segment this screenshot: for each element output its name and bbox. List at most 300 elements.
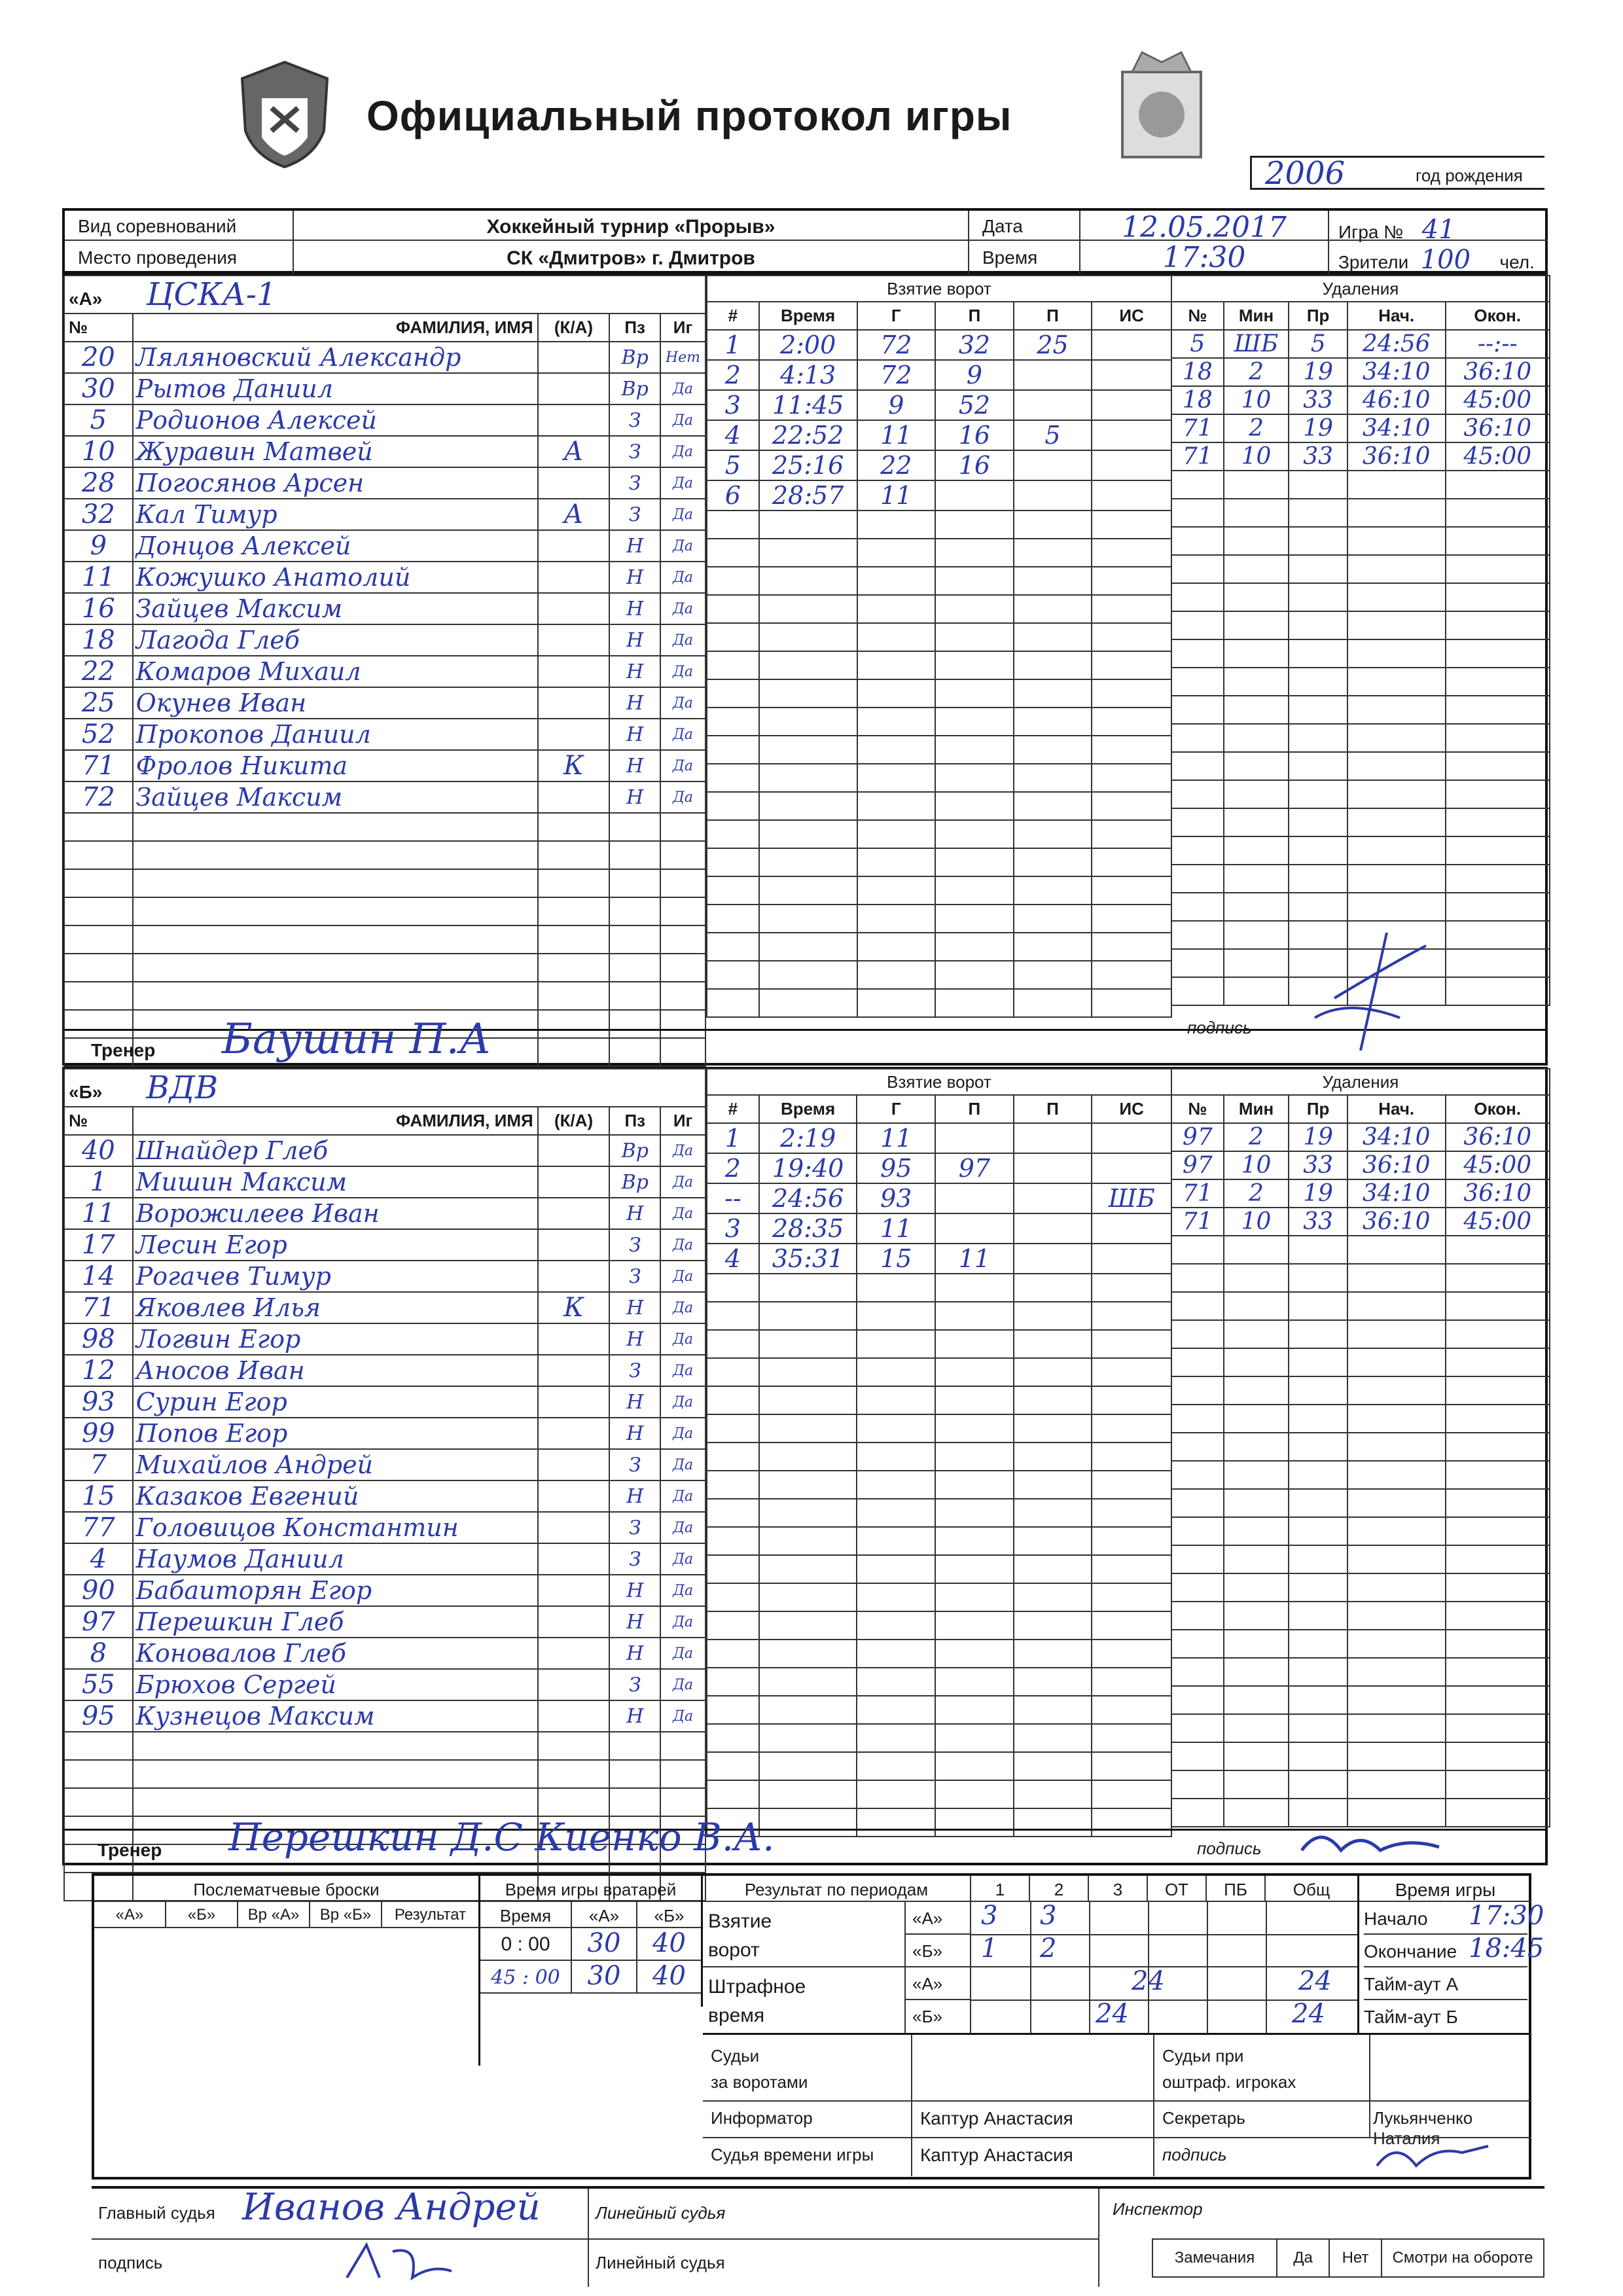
goal-row bbox=[707, 1302, 1171, 1330]
goal-number: 5 bbox=[707, 450, 759, 480]
goal-scorer bbox=[857, 1724, 935, 1752]
goal-number bbox=[707, 623, 759, 651]
player-played: Да bbox=[660, 1512, 705, 1543]
goal-number bbox=[707, 820, 759, 848]
player-name: Зайцев Максим bbox=[133, 781, 538, 813]
player-name bbox=[133, 869, 538, 897]
timekeeper-value: Каптур Анастасия bbox=[912, 2137, 1154, 2176]
player-ka bbox=[538, 467, 610, 499]
col-g-p2: П bbox=[1014, 302, 1092, 330]
goal-time bbox=[759, 1471, 857, 1499]
penalty-player: 71 bbox=[1171, 1179, 1224, 1208]
goal-time: 4:13 bbox=[759, 360, 857, 390]
team-b-name: ВДВ bbox=[146, 1069, 219, 1106]
player-played bbox=[660, 813, 705, 841]
goal-time: 35:31 bbox=[759, 1244, 857, 1274]
goal-row bbox=[707, 390, 1171, 420]
penalty-minutes bbox=[1224, 1686, 1289, 1714]
penalty-minutes bbox=[1224, 1573, 1289, 1602]
venue-label: Место проведения bbox=[78, 247, 238, 268]
roster-row bbox=[64, 1575, 705, 1606]
goalie-time-row bbox=[480, 1928, 701, 1961]
goal-time bbox=[759, 1274, 857, 1302]
goal-scorer bbox=[857, 567, 936, 595]
team-b-penalties bbox=[1171, 1068, 1550, 1827]
goal-time bbox=[759, 1499, 857, 1527]
penalty-player bbox=[1171, 1686, 1224, 1714]
goal-assist-2 bbox=[1014, 567, 1092, 595]
goal-assist-2 bbox=[1014, 1153, 1092, 1183]
goal-time bbox=[759, 1640, 857, 1668]
goal-scorer bbox=[857, 623, 936, 651]
penalty-reason bbox=[1289, 668, 1347, 696]
col-ka: (К/А) bbox=[538, 314, 610, 342]
penalty-player: 18 bbox=[1171, 386, 1224, 414]
penalty-reason bbox=[1289, 1433, 1347, 1461]
penalty-reason: 33 bbox=[1289, 1208, 1347, 1236]
roster-row bbox=[64, 719, 705, 750]
goal-row bbox=[707, 905, 1171, 933]
player-position: Н bbox=[609, 1480, 660, 1512]
player-position: Н bbox=[609, 750, 660, 781]
col-p-end: Окон. bbox=[1446, 302, 1550, 330]
penalty-start: 34:10 bbox=[1347, 358, 1446, 386]
roster-row bbox=[64, 1760, 705, 1788]
goal-time: 25:16 bbox=[759, 450, 857, 480]
goal-time bbox=[759, 567, 857, 595]
pim-label-1: Штрафное bbox=[708, 1976, 806, 1998]
penalty-start: 34:10 bbox=[1347, 1179, 1446, 1208]
player-name: Прокопов Даниил bbox=[133, 719, 538, 750]
goal-assist-1 bbox=[935, 539, 1014, 567]
goal-assist-2 bbox=[1014, 1213, 1092, 1244]
goal-assist-1 bbox=[935, 1780, 1014, 1808]
penalty-start bbox=[1347, 527, 1446, 555]
goal-assist-2 bbox=[1014, 390, 1092, 420]
penalty-start bbox=[1347, 1545, 1446, 1573]
player-position: З bbox=[609, 467, 660, 499]
player-played: Да bbox=[660, 1449, 705, 1480]
col-g-hash: # bbox=[707, 1095, 759, 1123]
goal-assist-1 bbox=[935, 961, 1014, 989]
penalty-end bbox=[1446, 1348, 1550, 1376]
goal-time bbox=[759, 1330, 857, 1358]
player-ka bbox=[538, 925, 610, 954]
penalty-start bbox=[1347, 1799, 1446, 1827]
goal-situation bbox=[1092, 933, 1171, 961]
goal-assist-1 bbox=[935, 1358, 1014, 1386]
col-g-p1: П bbox=[935, 1095, 1014, 1123]
team-a-name: ЦСКА-1 bbox=[146, 276, 277, 313]
goal-scorer bbox=[857, 1611, 935, 1640]
officials-block bbox=[703, 2033, 1531, 2179]
player-position bbox=[609, 925, 660, 954]
player-played bbox=[660, 954, 705, 982]
informer-label: Информатор bbox=[703, 2100, 912, 2137]
player-played: Да bbox=[660, 1418, 705, 1449]
goal-time bbox=[759, 848, 857, 876]
penalty-minutes: 10 bbox=[1224, 1151, 1289, 1179]
goal-assist-1 bbox=[935, 905, 1014, 933]
player-number bbox=[64, 897, 133, 925]
player-ka bbox=[538, 562, 610, 593]
goalie-time-row bbox=[480, 1961, 701, 1994]
penalty-end bbox=[1446, 780, 1550, 808]
penalty-row bbox=[1171, 471, 1550, 499]
player-number: 11 bbox=[64, 562, 133, 593]
penalty-minutes bbox=[1224, 949, 1289, 977]
player-name: Зайцев Максим bbox=[133, 593, 538, 624]
penalty-start: 46:10 bbox=[1347, 386, 1446, 414]
summary-section bbox=[92, 1873, 1544, 2179]
goal-assist-2 bbox=[1014, 1414, 1092, 1443]
player-number: 14 bbox=[64, 1261, 133, 1292]
player-position bbox=[609, 841, 660, 869]
goal-situation bbox=[1092, 989, 1171, 1017]
penalty-reason bbox=[1289, 752, 1347, 780]
goal-time: 2:00 bbox=[759, 330, 857, 360]
summary-sign-label: подпись bbox=[1162, 2145, 1227, 2164]
penalty-reason: 19 bbox=[1289, 414, 1347, 442]
col-pz: Пз bbox=[609, 314, 660, 342]
goal-time bbox=[759, 679, 857, 708]
goal-assist-1: 9 bbox=[935, 360, 1014, 390]
penalty-row bbox=[1171, 358, 1550, 386]
per-col-total: Общ bbox=[1293, 1880, 1330, 1899]
goal-situation bbox=[1092, 1386, 1171, 1414]
penalty-player bbox=[1171, 527, 1224, 555]
penalty-minutes: 2 bbox=[1224, 414, 1289, 442]
goal-scorer: 11 bbox=[857, 1213, 935, 1244]
penalty-start bbox=[1347, 1517, 1446, 1545]
goal-time bbox=[759, 708, 857, 736]
goal-row bbox=[707, 961, 1171, 989]
goal-assist-2 bbox=[1014, 1640, 1092, 1668]
team-b-label: «Б» bbox=[69, 1082, 103, 1102]
player-position: З bbox=[609, 1512, 660, 1543]
goal-scorer bbox=[857, 1330, 935, 1358]
penalty-row bbox=[1171, 1517, 1550, 1545]
penalty-start: 36:10 bbox=[1347, 1208, 1446, 1236]
goal-row bbox=[707, 1153, 1171, 1183]
penalty-minutes: 10 bbox=[1224, 1208, 1289, 1236]
player-name: Логвин Егор bbox=[133, 1323, 538, 1355]
penalty-reason bbox=[1289, 1236, 1347, 1264]
goal-scorer bbox=[857, 708, 936, 736]
date-label: Дата bbox=[982, 216, 1024, 236]
penalty-player: 97 bbox=[1171, 1151, 1224, 1179]
roster-row bbox=[64, 593, 705, 624]
player-ka bbox=[538, 530, 610, 562]
player-played: Да bbox=[660, 467, 705, 499]
goal-judges-label-1: Судьи bbox=[711, 2046, 760, 2066]
goal-assist-2 bbox=[1014, 1386, 1092, 1414]
penalty-reason bbox=[1289, 611, 1347, 639]
penalty-minutes bbox=[1224, 555, 1289, 583]
penalty-row bbox=[1171, 499, 1550, 527]
penalty-minutes bbox=[1224, 752, 1289, 780]
goal-time bbox=[759, 1443, 857, 1471]
player-name: Сурин Егор bbox=[133, 1386, 538, 1418]
penalty-minutes bbox=[1224, 1292, 1289, 1320]
roster-row bbox=[64, 436, 705, 467]
goal-time: 24:56 bbox=[759, 1183, 857, 1213]
player-name bbox=[133, 813, 538, 841]
roster-row bbox=[64, 982, 705, 1010]
col-num: № bbox=[64, 314, 133, 342]
goal-assist-2 bbox=[1014, 1302, 1092, 1330]
penalty-row bbox=[1171, 639, 1550, 668]
goal-time bbox=[759, 961, 857, 989]
penalty-row bbox=[1171, 1123, 1550, 1151]
game-time-rows bbox=[1364, 1901, 1544, 2033]
roster-row bbox=[64, 1449, 705, 1480]
penalty-start bbox=[1347, 1320, 1446, 1348]
player-name: Головицов Константин bbox=[133, 1512, 538, 1543]
goal-situation bbox=[1092, 1583, 1171, 1611]
goal-time bbox=[759, 905, 857, 933]
player-ka bbox=[538, 342, 610, 373]
goal-situation bbox=[1092, 1780, 1171, 1808]
penalty-end: 36:10 bbox=[1446, 1179, 1550, 1208]
player-played: Да bbox=[660, 750, 705, 781]
gt-start-value: 17:30 bbox=[1469, 1901, 1544, 1931]
penalty-end bbox=[1446, 1517, 1550, 1545]
goal-scorer: 93 bbox=[857, 1183, 935, 1213]
col-p-start: Нач. bbox=[1347, 1095, 1446, 1123]
team-a-penalties bbox=[1171, 275, 1550, 1006]
player-number bbox=[64, 954, 133, 982]
goal-time bbox=[759, 623, 857, 651]
player-played: Да bbox=[660, 1229, 705, 1261]
penalty-reason bbox=[1289, 527, 1347, 555]
goal-situation bbox=[1092, 567, 1171, 595]
penalty-end bbox=[1446, 1714, 1550, 1742]
player-ka bbox=[538, 1512, 610, 1543]
goal-scorer bbox=[857, 933, 936, 961]
goal-row bbox=[707, 1640, 1171, 1668]
penalty-minutes: 10 bbox=[1224, 442, 1289, 471]
goal-scorer bbox=[857, 511, 936, 539]
penalty-row bbox=[1171, 1405, 1550, 1433]
col-p-num: № bbox=[1171, 1095, 1224, 1123]
player-ka bbox=[538, 1323, 610, 1355]
goal-row bbox=[707, 708, 1171, 736]
player-name: Попов Егор bbox=[133, 1418, 538, 1449]
penalty-start bbox=[1347, 724, 1446, 752]
goal-number: 6 bbox=[707, 480, 759, 511]
goal-situation bbox=[1092, 876, 1171, 905]
penalty-start: 34:10 bbox=[1347, 1123, 1446, 1151]
goal-assist-2 bbox=[1014, 679, 1092, 708]
penalty-row bbox=[1171, 1433, 1550, 1461]
goal-assist-1 bbox=[935, 1183, 1014, 1213]
goal-assist-2 bbox=[1014, 1183, 1092, 1213]
penalty-end bbox=[1446, 1236, 1550, 1264]
remarks-yes[interactable]: Да bbox=[1277, 2240, 1330, 2276]
goal-number bbox=[707, 764, 759, 792]
penalty-start bbox=[1347, 1376, 1446, 1405]
penalty-start bbox=[1347, 752, 1446, 780]
player-name: Михайлов Андрей bbox=[133, 1449, 538, 1480]
player-number bbox=[64, 1732, 133, 1760]
penalty-row bbox=[1171, 611, 1550, 639]
spectators-label: Зрители bbox=[1338, 252, 1409, 272]
goal-number bbox=[707, 848, 759, 876]
penalty-end bbox=[1446, 1573, 1550, 1602]
player-number: 8 bbox=[64, 1638, 133, 1669]
goal-row bbox=[707, 1471, 1171, 1499]
pen-judges-label-2: оштраф. игроках bbox=[1162, 2072, 1296, 2092]
player-position: З bbox=[609, 1543, 660, 1575]
penalty-row bbox=[1171, 555, 1550, 583]
player-ka bbox=[538, 1669, 610, 1700]
goal-row bbox=[707, 848, 1171, 876]
player-played: Да bbox=[660, 593, 705, 624]
penalty-player bbox=[1171, 1292, 1224, 1320]
penalty-minutes: 10 bbox=[1224, 386, 1289, 414]
linesman-1-label: Линейный судья bbox=[596, 2203, 726, 2223]
col-num: № bbox=[64, 1107, 133, 1135]
penalty-row bbox=[1171, 1376, 1550, 1405]
goal-row bbox=[707, 1499, 1171, 1527]
pim-b-p3: 24 bbox=[1096, 1999, 1129, 2029]
penalty-row bbox=[1171, 1742, 1550, 1770]
player-position: З bbox=[609, 436, 660, 467]
player-position: Вр bbox=[609, 1166, 660, 1198]
goal-row bbox=[707, 1583, 1171, 1611]
goal-assist-2 bbox=[1014, 1330, 1092, 1358]
penalty-end bbox=[1446, 949, 1550, 977]
penalty-end bbox=[1446, 471, 1550, 499]
remarks-no[interactable]: Нет bbox=[1330, 2240, 1382, 2276]
penalty-reason bbox=[1289, 1770, 1347, 1799]
goal-scorer bbox=[857, 961, 936, 989]
goal-time bbox=[759, 933, 857, 961]
penalty-minutes bbox=[1224, 921, 1289, 949]
penalty-start bbox=[1347, 1236, 1446, 1264]
goal-row bbox=[707, 1414, 1171, 1443]
penalty-end bbox=[1446, 527, 1550, 555]
player-number: 17 bbox=[64, 1229, 133, 1261]
player-number: 11 bbox=[64, 1198, 133, 1229]
goal-number bbox=[707, 595, 759, 623]
penalty-end bbox=[1446, 836, 1550, 865]
goal-row bbox=[707, 1386, 1171, 1414]
goal-scorer bbox=[857, 1499, 935, 1527]
player-played bbox=[660, 1732, 705, 1760]
player-number: 99 bbox=[64, 1418, 133, 1449]
penalty-row bbox=[1171, 836, 1550, 865]
penalty-player bbox=[1171, 1433, 1224, 1461]
player-position: Н bbox=[609, 1198, 660, 1229]
goal-number bbox=[707, 989, 759, 1017]
roster-row bbox=[64, 1788, 705, 1816]
player-position: Н bbox=[609, 656, 660, 687]
goal-assist-2 bbox=[1014, 1499, 1092, 1527]
goal-situation bbox=[1092, 390, 1171, 420]
goal-number bbox=[707, 539, 759, 567]
goal-scorer bbox=[857, 1471, 935, 1499]
roster-row bbox=[64, 1480, 705, 1512]
player-name: Ворожилеев Иван bbox=[133, 1198, 538, 1229]
roster-row bbox=[64, 954, 705, 982]
penalty-start bbox=[1347, 1489, 1446, 1517]
penalty-row bbox=[1171, 1264, 1550, 1292]
goal-situation bbox=[1092, 511, 1171, 539]
penalty-row bbox=[1171, 893, 1550, 921]
goal-assist-2 bbox=[1014, 595, 1092, 623]
player-name: Родионов Алексей bbox=[133, 404, 538, 436]
goal-time bbox=[759, 876, 857, 905]
player-ka bbox=[538, 1606, 610, 1638]
goal-number: 3 bbox=[707, 1213, 759, 1244]
goal-number: 4 bbox=[707, 1244, 759, 1274]
player-number: 77 bbox=[64, 1512, 133, 1543]
goal-number bbox=[707, 1358, 759, 1386]
col-name: ФАМИЛИЯ, ИМЯ bbox=[133, 314, 538, 342]
goal-number bbox=[707, 1724, 759, 1752]
goal-assist-1 bbox=[935, 876, 1014, 905]
penalty-row bbox=[1171, 1489, 1550, 1517]
penalty-end bbox=[1446, 1292, 1550, 1320]
player-name bbox=[133, 841, 538, 869]
player-ka bbox=[538, 1700, 610, 1732]
team-b-roster bbox=[63, 1068, 706, 1901]
col-g-is: ИС bbox=[1092, 302, 1171, 330]
penalty-player bbox=[1171, 1742, 1224, 1770]
roster-row bbox=[64, 624, 705, 656]
penalty-start bbox=[1347, 499, 1446, 527]
player-name bbox=[133, 897, 538, 925]
player-played: Да bbox=[660, 436, 705, 467]
roster-row bbox=[64, 1386, 705, 1418]
player-played: Да bbox=[660, 1292, 705, 1323]
goal-row bbox=[707, 1611, 1171, 1640]
player-position: З bbox=[609, 404, 660, 436]
goal-assist-1 bbox=[935, 708, 1014, 736]
penalty-reason bbox=[1289, 499, 1347, 527]
penalty-player bbox=[1171, 780, 1224, 808]
team-a-sign-label: подпись bbox=[1187, 1018, 1252, 1037]
goal-scorer bbox=[857, 1696, 935, 1724]
player-played: Да bbox=[660, 1669, 705, 1700]
player-number: 72 bbox=[64, 781, 133, 813]
penalty-player: 18 bbox=[1171, 358, 1224, 386]
penalty-player bbox=[1171, 1405, 1224, 1433]
goal-assist-2 bbox=[1014, 1274, 1092, 1302]
penalty-minutes bbox=[1224, 1405, 1289, 1433]
goal-row bbox=[707, 1244, 1171, 1274]
penalty-row bbox=[1171, 1630, 1550, 1658]
goals-title-b: Взятие ворот bbox=[707, 1069, 1171, 1095]
goal-row bbox=[707, 420, 1171, 450]
penalty-start bbox=[1347, 836, 1446, 865]
pim-row-b: «Б» bbox=[906, 2000, 971, 2033]
spectators-value: 100 bbox=[1420, 245, 1471, 275]
penalty-minutes bbox=[1224, 865, 1289, 893]
goal-situation bbox=[1092, 1611, 1171, 1640]
roster-row bbox=[64, 1669, 705, 1700]
document-title: Официальный протокол игры bbox=[366, 92, 1012, 139]
penalty-minutes bbox=[1224, 724, 1289, 752]
penalty-start bbox=[1347, 1292, 1446, 1320]
team-b-section bbox=[62, 1067, 1548, 1865]
penalty-player bbox=[1171, 583, 1224, 611]
player-name bbox=[133, 982, 538, 1010]
penalty-reason bbox=[1289, 1658, 1347, 1686]
goal-time bbox=[759, 1583, 857, 1611]
